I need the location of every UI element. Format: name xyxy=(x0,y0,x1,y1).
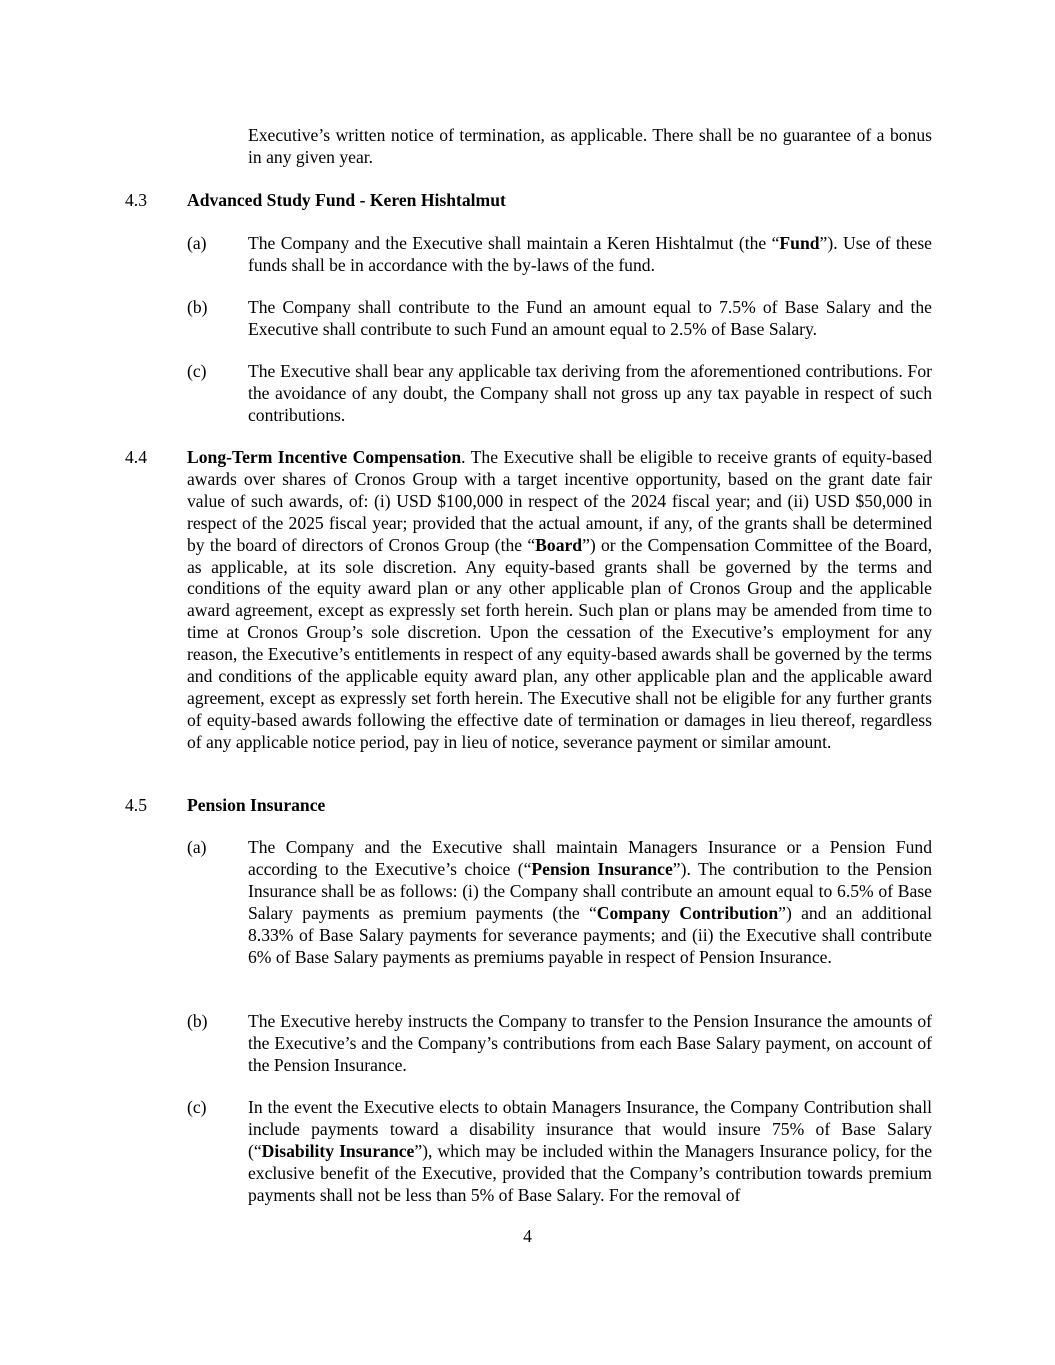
section-4-4-paragraph: Long-Term Incentive Compensation. The Executive shall be eligible to receive grants of equity-based awards over shares of Cronos Group with a target incentive opportunity, based on the grant date fair value of such awards, of: (i) USD $100,000 in respect of the 2024 fiscal year; and (ii) USD $50,000 in respect of the 2025 fiscal year; provided that the actual amount, if any, of the grants shall be determined by the board of directors of Cronos Group (the “Board”) or the Compensation Committee of the Board, as applicable, at its sole discretion. Any equity-based grants shall be governed by the terms and conditions of the equity award plan or any other applicable plan of Cronos Group and the applicable award agreement, except as expressly set forth herein. Such plan or plans may be amended from time to time at Cronos Group’s sole discretion. Upon the cessation of the Executive’s employment for any reason, the Executive’s entitlements in respect of any equity-based awards shall be governed by the terms and conditions of the applicable equity award plan, any other applicable plan and the applicable award agreement, except as expressly set forth herein. The Executive shall not be eligible for any further grants of equity-based awards following the effective date of termination or damages in lieu thereof, regardless of any applicable notice period, pay in lieu of notice, severance payment or similar amount. xyxy=(187,447,932,752)
clause-4-3-a: The Company and the Executive shall maintain a Keren Hishtalmut (the “Fund”). Use of these funds shall be in accordance with the by-laws of the fund. xyxy=(248,233,932,275)
clause-label-4-3-c: (c) xyxy=(187,361,207,381)
clause-label-4-5-a: (a) xyxy=(187,837,207,857)
clause-label-4-5-c: (c) xyxy=(187,1097,207,1117)
clause-4-5-b: The Executive hereby instructs the Company to transfer to the Pension Insurance the amounts of the Executive’s and the Company’s contributions from each Base Salary payment, on account of the Pension Insurance. xyxy=(248,1011,932,1075)
clause-label-4-3-b: (b) xyxy=(187,297,208,317)
clause-label-4-3-a: (a) xyxy=(187,233,207,253)
section-number-4-3: 4.3 xyxy=(125,190,147,210)
clause-label-4-5-b: (b) xyxy=(187,1011,208,1031)
clause-4-3-c: The Executive shall bear any applicable tax deriving from the aforementioned contributions. For the avoidance of any doubt, the Company shall not gross up any tax payable in respect of such contributions. xyxy=(248,361,932,425)
section-number-4-4: 4.4 xyxy=(125,447,147,467)
intro-paragraph: Executive’s written notice of termination, as applicable. There shall be no guarantee of a bonus in any given year. xyxy=(248,125,932,167)
section-number-4-5: 4.5 xyxy=(125,795,147,815)
section-title-4-3: Advanced Study Fund - Keren Hishtalmut xyxy=(187,190,506,210)
section-title-4-5: Pension Insurance xyxy=(187,795,326,815)
clause-4-5-c: In the event the Executive elects to obtain Managers Insurance, the Company Contribution shall include payments toward a disability insurance that would insure 75% of Base Salary (“Disability Insurance”), which may be included within the Managers Insurance policy, for the exclusive benefit of the Executive, provided that the Company’s contribution towards premium payments shall not be less than 5% of Base Salary. For the removal of xyxy=(248,1097,933,1205)
clause-4-5-a: The Company and the Executive shall maintain Managers Insurance or a Pension Fund according to the Executive’s choice (“Pension Insurance”). The contribution to the Pension Insurance shall be as follows: (i) the Company shall contribute an amount equal to 6.5% of Base Salary payments as premium payments (the “Company Contribution”) and an additional 8.33% of Base Salary payments for severance payments; and (ii) the Executive shall contribute 6% of Base Salary payments as premiums payable in respect of Pension Insurance. xyxy=(248,837,932,967)
page-number: 4 xyxy=(523,1226,532,1246)
section-title-4-4: Long-Term Incentive Compensation xyxy=(187,447,462,467)
clause-4-3-b: The Company shall contribute to the Fund an amount equal to 7.5% of Base Salary and the Executive shall contribute to such Fund an amount equal to 2.5% of Base Salary. xyxy=(248,297,932,339)
